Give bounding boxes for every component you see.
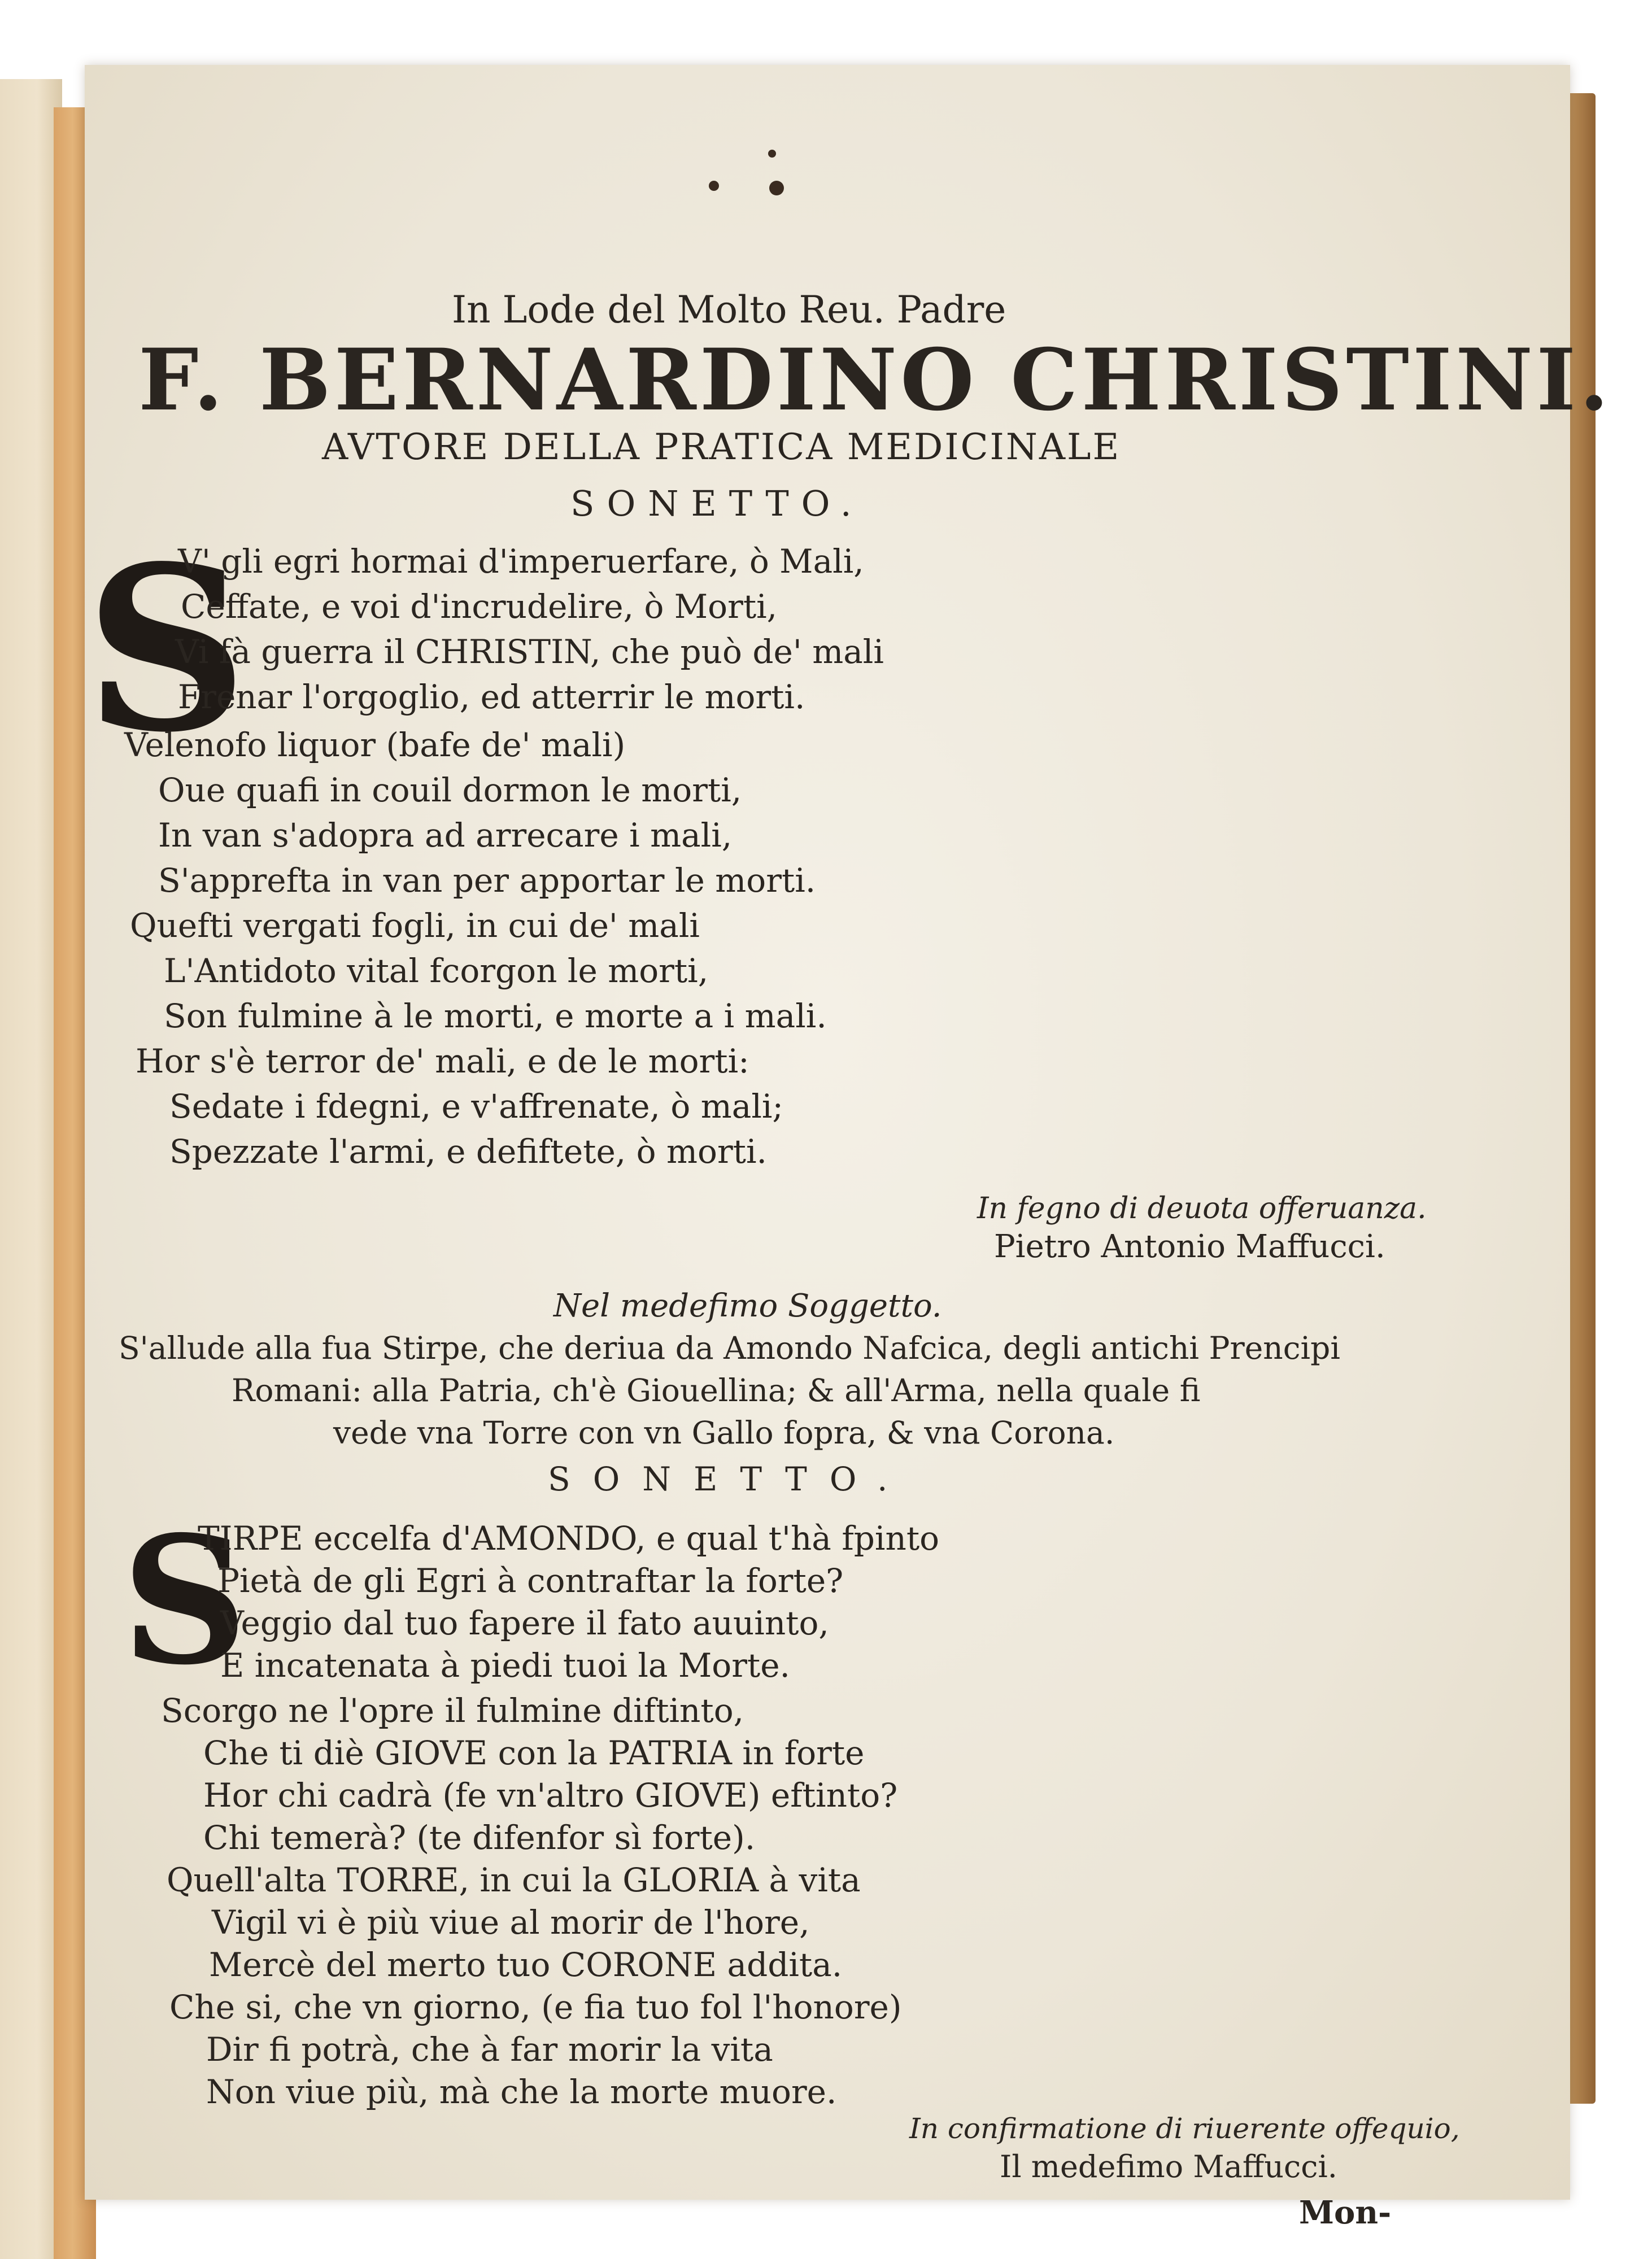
sonnet1-line: L'Antidoto vital fcorgon le morti,: [164, 952, 709, 990]
sonnet2-line: Dir fi potrà, che à far morir la vita: [206, 2030, 773, 2069]
sonnet2-line: Veggio dal tuo fapere il fato auuinto,: [220, 1604, 829, 1642]
sonnet2-line: Chi temerà? (te difenfor sì forte).: [203, 1818, 756, 1857]
sonnet1-line: S'apprefta in van per apportar le morti.: [158, 861, 816, 900]
signature2-name: Il medefimo Maffucci.: [1000, 2149, 1337, 2184]
sonnet1-drop-cap: S: [85, 517, 248, 782]
sonnet1-line: V' gli egri hormai d'imperuerfare, ò Mali,: [178, 542, 864, 581]
section2-intro-line: vede vna Torre con vn Gallo fopra, & vna Corona.: [333, 1415, 1115, 1451]
section2-intro-line: Romani: alla Patria, ch'è Giouellina; & all'Arma, nella quale fi: [232, 1372, 1201, 1408]
sonnet2-line: Hor chi cadrà (fe vn'altro GIOVE) eftinto?: [203, 1776, 898, 1815]
sonnet1-line: In van s'adopra ad arrecare i mali,: [158, 816, 733, 854]
sonnet2-line: Non viue più, mà che la morte muore.: [206, 2073, 837, 2111]
sonnet2-line: Scorgo ne l'opre il fulmine diftinto,: [161, 1691, 744, 1730]
sonnet2-line: Vigil vi è più viue al morir de l'hore,: [212, 1903, 810, 1942]
sonnet2-line: E incatenata à piedi tuoi la Morte.: [220, 1646, 790, 1685]
sonnet1-line: Son fulmine à le morti, e morte a i mali.: [164, 997, 827, 1035]
sonnet2-line: Che si, che vn giorno, (e fia tuo fol l'honore): [169, 1988, 902, 2026]
signature1-name: Pietro Antonio Maffucci.: [994, 1228, 1385, 1265]
sonnet1-line: Hor s'è terror de' mali, e de le morti:: [136, 1042, 749, 1080]
heading-author-name: F. BERNARDINO CHRISTINI.: [138, 330, 1612, 430]
section2-title: Nel medefimo Soggetto.: [553, 1288, 942, 1324]
sonnet2-line: Mercè del merto tuo CORONE addita.: [209, 1946, 843, 1984]
catchword: Mon-: [1299, 2194, 1392, 2231]
sonnet2-drop-cap: S: [121, 1498, 248, 1704]
sonnet1-line: Sedate i fdegni, e v'affrenate, ò mali;: [169, 1087, 783, 1126]
sonnet2-line: Quell'alta TORRE, in cui la GLORIA à vita: [167, 1861, 861, 1899]
sonnet1-line: Velenofo liquor (bafe de' mali): [124, 726, 626, 764]
sonnet1-label: SONETTO.: [570, 483, 864, 524]
ornament-dot: [709, 181, 719, 191]
facing-page-edge: [0, 79, 62, 2259]
sonnet1-line: Vi fà guerra il CHRISTIN, che può de' mali: [175, 633, 884, 671]
signature1-motto: In fegno di deuota offeruanza.: [977, 1192, 1427, 1226]
sonnet2-line: Che ti diè GIOVE con la PATRIA in forte: [203, 1734, 865, 1772]
signature2-motto: In confirmatione di riuerente offequio,: [909, 2112, 1460, 2145]
heading-dedication: In Lode del Molto Reu. Padre: [452, 288, 1006, 332]
sonnet1-line: Spezzate l'armi, e defiftete, ò morti.: [169, 1132, 767, 1171]
sonnet2-line: TIRPE eccelfa d'AMONDO, e qual t'hà fpinto: [198, 1519, 940, 1558]
sonnet1-line: Frenar l'orgoglio, ed atterrir le morti.: [178, 678, 805, 716]
sonnet2-label: SONETTO.: [548, 1460, 910, 1498]
heading-subtitle: AVTORE DELLA PRATICA MEDICINALE: [322, 426, 1121, 468]
ornament-dot: [769, 181, 784, 195]
section2-intro-line: S'allude alla fua Stirpe, che deriua da Amondo Nafcica, degli antichi Prencipi: [119, 1330, 1340, 1366]
sonnet2-line: Pietà de gli Egri à contraftar la forte?: [217, 1562, 844, 1600]
sonnet1-line: Quefti vergati fogli, in cui de' mali: [130, 906, 700, 945]
sonnet1-line: Oue quafi in couil dormon le morti,: [158, 771, 742, 809]
sonnet1-line: Ceffate, e voi d'incrudelire, ò Morti,: [181, 587, 778, 626]
ornament-dot: [768, 150, 776, 158]
book-page: [85, 65, 1612, 2231]
